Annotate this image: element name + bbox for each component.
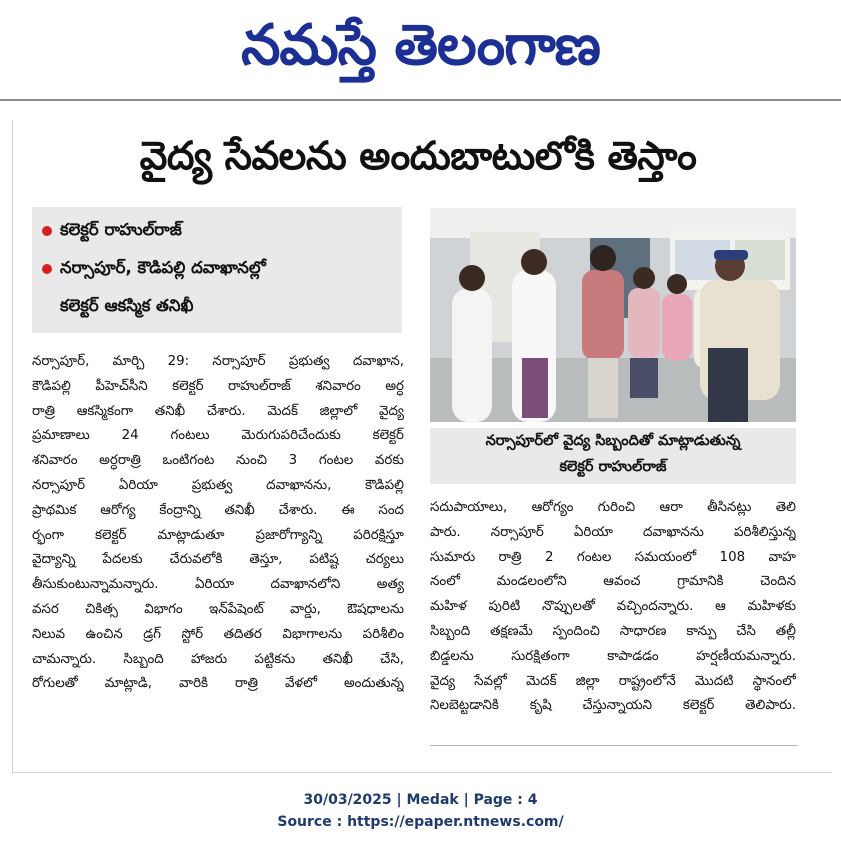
body-line: ప్రాథమిక ఆరోగ్య కేంద్రాన్ని తనిఖీ చేశారు. ఈ సంద bbox=[32, 502, 404, 518]
body-line: నర్సాపూర్ ఏరియా ప్రభుత్వ దవాఖానను, కౌడిపల్లి bbox=[32, 477, 404, 493]
body-line: నిలువ ఉంచిన డ్రగ్ స్టోర్ తదితర విభాగాలను పరిశీలిం bbox=[32, 626, 404, 642]
body-line: ర్భంగా కలెక్టర్ మాట్లాడుతూ ప్రజారోగ్యాన్ని పరిరక్షిస్తూ bbox=[32, 527, 404, 543]
page-bottom-rule bbox=[12, 772, 832, 773]
body-line: వైద్య సేవల్లో మెదక్ జిల్లా రాష్ట్రంలోనే మొదటి స్థానంలో bbox=[430, 673, 796, 689]
body-line: చామన్నారు. సిబ్బంది హాజరు పట్టికను తనిఖీ చేసి, bbox=[32, 651, 404, 667]
column-end-rule bbox=[430, 745, 798, 746]
header-rule bbox=[0, 99, 841, 101]
highlight-item: కలెక్టర్ రాహుల్‌రాజ్ bbox=[42, 215, 182, 245]
body-line: కౌడిపల్లి పీహెచ్‌సీని కలెక్టర్ రాహుల్‌రాజ్ శనివారం అర్ధ bbox=[32, 378, 404, 394]
body-line: సదుపాయాలు, ఆరోగ్యం గురించి ఆరా తీసినట్లు తెలి bbox=[430, 500, 796, 515]
body-line: ప్రమాణాలు 24 గంటలు మెరుగుపరిచేందుకు కలెక్టర్ bbox=[32, 428, 404, 444]
body-line: నంలో మండలంలోని ఆవంచ గ్రామానికి చెందిన bbox=[430, 574, 796, 590]
footer-source: Source : https://epaper.ntnews.com/ bbox=[277, 814, 564, 830]
body-line: రాత్రి ఆకస్మికంగా తనిఖీ చేశారు. మెదక్ జిల్లాలో వైద్య bbox=[32, 403, 404, 419]
body-line: రోగులతో మాట్లాడి, వారికి రాత్రి వేళలో అందుతున్న bbox=[32, 676, 404, 692]
photo-caption: నర్సాపూర్‌లో వైద్య సిబ్బందితో మాట్లాడుతున్న కలెక్టర్ రాహుల్‌రాజ్ bbox=[430, 428, 796, 484]
article-body-left bbox=[32, 350, 404, 697]
body-line: బిడ్డలను సురక్షితంగా కాపాడడం హర్షణీయమన్నారు. bbox=[430, 648, 796, 664]
body-line: నిలబెట్టడానికి కృషి చేస్తున్నాయని కలెక్టర్ తెలిపారు. bbox=[430, 698, 796, 714]
body-line: వైద్యాన్ని పేదలకు చేరువలోకి తెస్తూ, పటిష్ట చర్యలు bbox=[32, 552, 404, 568]
hospital-visit-photo bbox=[430, 208, 796, 422]
body-line: సిబ్బంది తక్షణమే స్పందించి సాధారణ కాన్పు చేసి తల్లీ bbox=[430, 623, 796, 639]
body-line: తీసుకుంటున్నామన్నారు. ఏరియా దవాఖానలోని అత్య bbox=[32, 577, 404, 593]
highlight-item-continued: కలెక్టర్ ఆకస్మిక తనిఖీ bbox=[60, 296, 194, 315]
bullet-icon bbox=[42, 264, 52, 274]
highlight-item: నర్సాపూర్, కౌడిపల్లి దవాఖానల్లో bbox=[42, 253, 266, 283]
page-margin-rule bbox=[12, 120, 13, 774]
article-body-right bbox=[430, 496, 796, 719]
bullet-icon bbox=[42, 226, 52, 236]
body-line: మహిళ పురిటి నొప్పులతో వచ్చిందన్నారు. ఆ మహిళకు bbox=[430, 599, 796, 615]
body-line: శనివారం అర్ధరాత్రి ఒంటిగంట నుంచి 3 గంటల వరకు bbox=[32, 453, 404, 469]
body-line: నర్సాపూర్, మార్చి 29: నర్సాపూర్ ప్రభుత్వ దవాఖాన, bbox=[32, 354, 404, 369]
article-headline: వైద్య సేవలను అందుబాటులోకి తెస్తాం bbox=[139, 134, 697, 179]
highlights-box bbox=[32, 207, 402, 333]
newspaper-title: నమస్తే తెలంగాణ bbox=[241, 13, 600, 78]
masthead bbox=[0, 0, 841, 96]
body-line: పారు. నర్సాపూర్ ఏరియా దవాఖానను పరిశీలిస్తున్న bbox=[430, 524, 796, 540]
article-photo bbox=[430, 208, 796, 422]
footer-date-edition: 30/03/2025 | Medak | Page : 4 bbox=[303, 792, 538, 808]
body-line: సుమారు రాత్రి 2 గంటల సమయంలో 108 వాహ bbox=[430, 549, 796, 565]
body-line: వసర చికిత్స విభాగం ఇన్‌పేషెంట్ వార్డు, ఔషధాలను bbox=[32, 601, 404, 617]
